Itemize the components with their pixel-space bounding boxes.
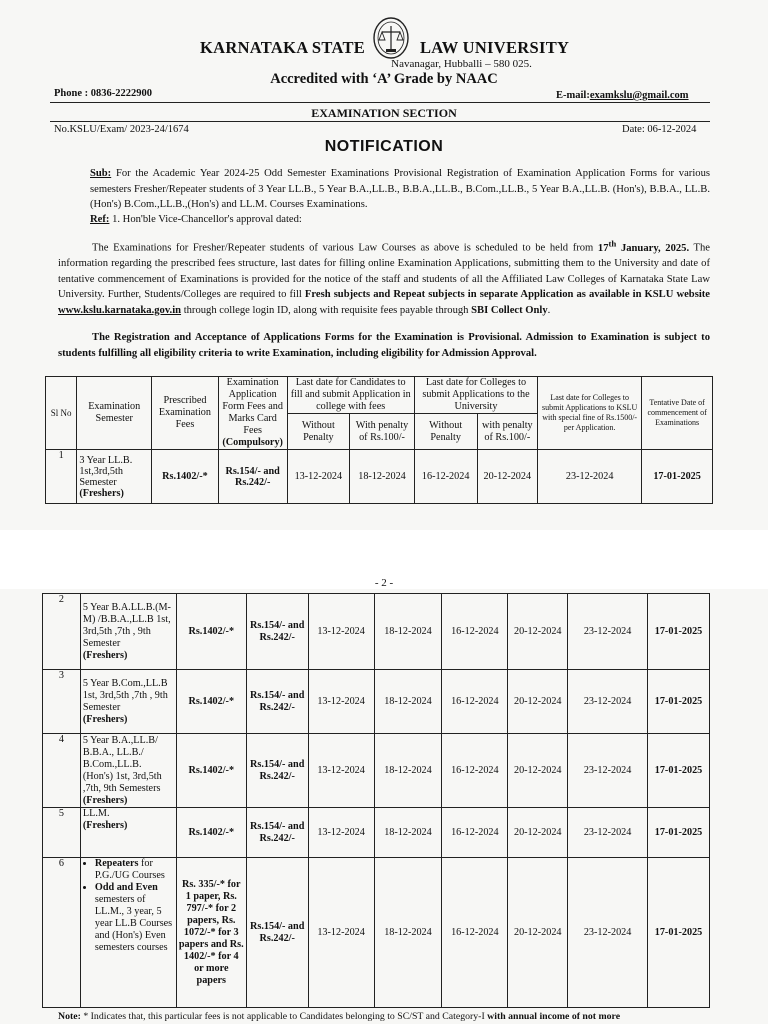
table-row: 6 • Repeaters for P.G./UG Courses • Odd and Even semesters of LL.M., 3 year, 5 year LL.B Courses and (Hon's) Even semesters courses Rs. 335/-* for 1 paper, Rs. 797/-* for 2 papers, Rs. 1072/-* for 3 papers and Rs. 1402/-* for 4 or more papers Rs.154/- and Rs.242/- 13-12-2024 18-12-2024 16-12-2024 20-12-2024 23-12-2024 17-01-2025	[43, 858, 710, 1008]
divider	[50, 102, 710, 103]
section-title: EXAMINATION SECTION	[311, 106, 457, 120]
divider	[50, 121, 710, 122]
page-gap	[0, 530, 768, 580]
table-row: 2 5 Year B.A.LL.B.(M-M) /B.B.A.,LL.B 1st, 3rd,5th ,7th , 9th Semester (Freshers) Rs.1402/-* Rs.154/- and Rs.242/- 13-12-2024 18-12-2024 16-12-2024 20-12-2024 23-12-2024 17-01-2025	[43, 594, 710, 670]
col-header-tentative: Tentative Date of commencement of Examinations	[642, 377, 713, 450]
website-link[interactable]: www.kslu.karnataka.gov.in	[58, 304, 182, 316]
email: E-mail:examkslu@gmail.com	[556, 90, 689, 101]
col-header-fees: Prescribed Examination Fees	[152, 377, 219, 450]
reference-paragraph: Ref: 1. Hon'ble Vice-Chancellor's approval dated:	[90, 214, 302, 225]
col-header-with-penalty: with penalty of Rs.100/-	[477, 414, 538, 450]
address: Navanagar, Hubballi – 580 025.	[391, 58, 532, 70]
col-header-sl: Sl No	[46, 377, 77, 450]
col-header-colleges: Last date for Colleges to submit Applications to the University	[414, 377, 537, 414]
col-header-with-penalty: With penalty of Rs.100/-	[350, 414, 415, 450]
accreditation: Accredited with ‘A’ Grade by NAAC	[270, 71, 498, 87]
page-title: NOTIFICATION	[324, 138, 444, 155]
footnote: Note: * Indicates that, this particular fees is not applicable to Candidates belonging to SC/ST and Category-I with annual income of not more	[58, 1011, 621, 1022]
table-row: 1 3 Year LL.B. 1st,3rd,5th Semester (Freshers) Rs.1402/-* Rs.154/- and Rs.242/- 13-12-2024 18-12-2024 16-12-2024 20-12-2024 23-12-2024 17-01-2025	[46, 450, 713, 504]
col-header-semester: Examination Semester	[77, 377, 152, 450]
table-row: 3 5 Year B.Com.,LL.B 1st, 3rd,5th ,7th , 9th Semester (Freshers) Rs.1402/-* Rs.154/- and Rs.242/- 13-12-2024 18-12-2024 16-12-2024 20-12-2024 23-12-2024 17-01-2025	[43, 670, 710, 734]
body-paragraph-2: The Registration and Acceptance of Applications Forms for the Examination is Provisional. Admission to Examination is subject to students fulfilling all eligibility criteria to write Examination, including eligibility for Admission Approval.	[58, 332, 710, 359]
schedule-table-page-1	[45, 376, 713, 504]
date: Date: 06-12-2024	[622, 124, 697, 135]
schedule-table-page-2	[42, 593, 710, 1008]
col-header-candidates: Last date for Candidates to fill and submit Application in college with fees	[287, 377, 414, 414]
table-row: 5 LL.M. (Freshers) Rs.1402/-* Rs.154/- and Rs.242/- 13-12-2024 18-12-2024 16-12-2024 20-12-2024 23-12-2024 17-01-2025	[43, 808, 710, 858]
page-number: - 2 -	[0, 577, 768, 589]
table-row: 4 5 Year B.A.,LL.B/ B.B.A., LL.B./ B.Com.,LL.B. (Hon's) 1st, 3rd,5th ,7th, 9th Semesters (Freshers) Rs.1402/-* Rs.154/- and Rs.242/- 13-12-2024 18-12-2024 16-12-2024 20-12-2024 23-12-2024 17-01-2025	[43, 734, 710, 808]
col-header-without-penalty: Without Penalty	[414, 414, 477, 450]
title-left: KARNATAKA STATE	[200, 38, 366, 57]
title-right: LAW UNIVERSITY	[420, 38, 570, 57]
reference-number: No.KSLU/Exam/ 2023-24/1674	[54, 124, 189, 135]
body-paragraph-1: The Examinations for Fresher/Repeater students of various Law Courses as above is scheduled to be held from 17th January, 2025. The information regarding the prescribed fees structure, last dates for filling online Examination Applications, submitting them to the University and date of tentative commencement of Examinations is provided for the notice of the staff and students of all the Affiliated Law Colleges of Karnataka State Law University. Further, Students/Colleges are required to fill Fresh subjects and Repeat subjects in separate Application as available in KSLU website www.kslu.karnataka.gov.in through college login ID, along with requisite fees payable through SBI Collect Only.	[58, 238, 710, 316]
subject-paragraph: Sub: For the Academic Year 2024-25 Odd Semester Examinations Provisional Registration of Examination Application Forms for various semesters Fresher/Repeater students of 3 Year LL.B., 5 Year B.A.,LL.B., B.B.A.,LL.B., B.Com.,LL.B., 5 Year B.A.,LL.B. (Hon's), B.B.A., LL.B.(Hon's) B.Com.,LL.B.,(Hon's) and LL.M. Courses Examinations.	[90, 168, 710, 211]
col-header-without-penalty: Without Penalty	[287, 414, 350, 450]
email-link[interactable]: examkslu@gmail.com	[589, 90, 689, 101]
col-header-special-fine: Last date for Colleges to submit Applications to KSLU with special fine of Rs.1500/- per Application.	[538, 377, 642, 450]
col-header-form-fees: Examination Application Form Fees and Marks Card Fees (Compulsory)	[218, 377, 287, 450]
phone: Phone : 0836-2222900	[54, 88, 152, 99]
university-seal-icon	[372, 16, 410, 60]
